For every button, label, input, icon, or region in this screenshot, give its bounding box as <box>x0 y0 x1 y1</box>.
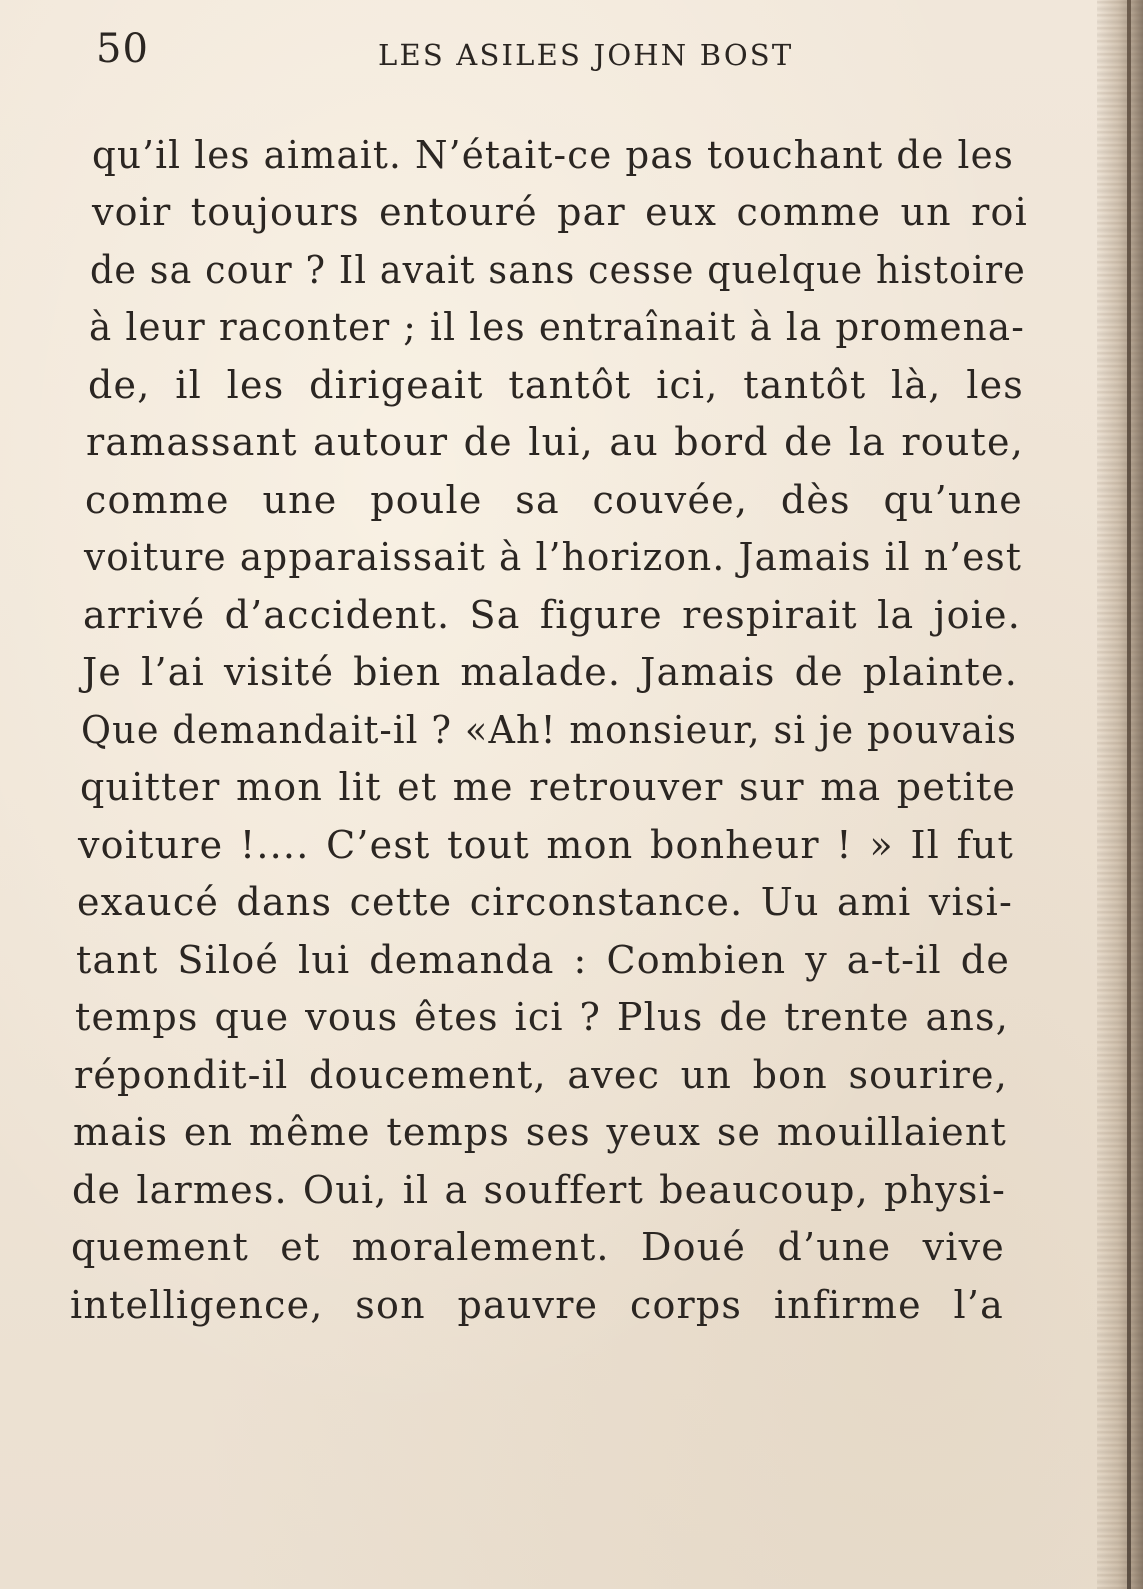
running-head <box>0 26 1143 86</box>
text-line: voiture apparaissait à l’horizon. Jamais il n’est <box>84 535 1023 579</box>
text-line: à leur raconter ; il les entraînait à la promena- <box>89 305 1025 349</box>
text-line: ramassant autour de lui, au bord de la route, <box>86 420 1024 464</box>
text-line: exaucé dans cette circonstance. Uu ami visi- <box>77 880 1014 924</box>
text-line: temps que vous êtes ici ? Plus de trente ans, <box>75 995 1009 1039</box>
text-line: comme une poule sa couvée, dès qu’une <box>85 478 1023 522</box>
text-line: de sa cour ? Il avait sans cesse quelque histoire <box>90 248 1026 292</box>
text-line: qu’il les aimait. N’était-ce pas touchant de les <box>92 133 1015 177</box>
page-number: 50 <box>96 26 149 72</box>
text-line: Que demandait-il ? «Ah! monsieur, si je pouvais <box>81 708 1017 752</box>
text-line: voiture !.... C’est tout mon bonheur ! » Il fut <box>78 823 1015 867</box>
running-title: LES ASILES JOHN BOST <box>378 38 794 72</box>
text-line: quement et moralement. Doué d’une vive <box>71 1225 1005 1269</box>
text-line: de larmes. Oui, il a souffert beaucoup, physi- <box>72 1168 1006 1212</box>
text-line: mais en même temps ses yeux se mouillaient <box>73 1110 1008 1154</box>
text-line: intelligence, son pauvre corps infirme l’a <box>70 1283 1004 1327</box>
text-line: arrivé d’accident. Sa figure respirait la joie. <box>83 593 1021 637</box>
page-edge <box>1097 0 1143 1589</box>
text-line: quitter mon lit et me retrouver sur ma petite <box>80 765 1017 809</box>
text-line: Je l’ai visité bien malade. Jamais de plainte. <box>82 650 1018 694</box>
text-line: répondit-il doucement, avec un bon sourire, <box>74 1053 1008 1097</box>
text-line: tant Siloé lui demanda : Combien y a-t-il de <box>76 938 1011 982</box>
text-line: voir toujours entouré par eux comme un roi <box>92 190 1028 234</box>
text-line: de, il les dirigeait tantôt ici, tantôt là, les <box>88 363 1024 407</box>
